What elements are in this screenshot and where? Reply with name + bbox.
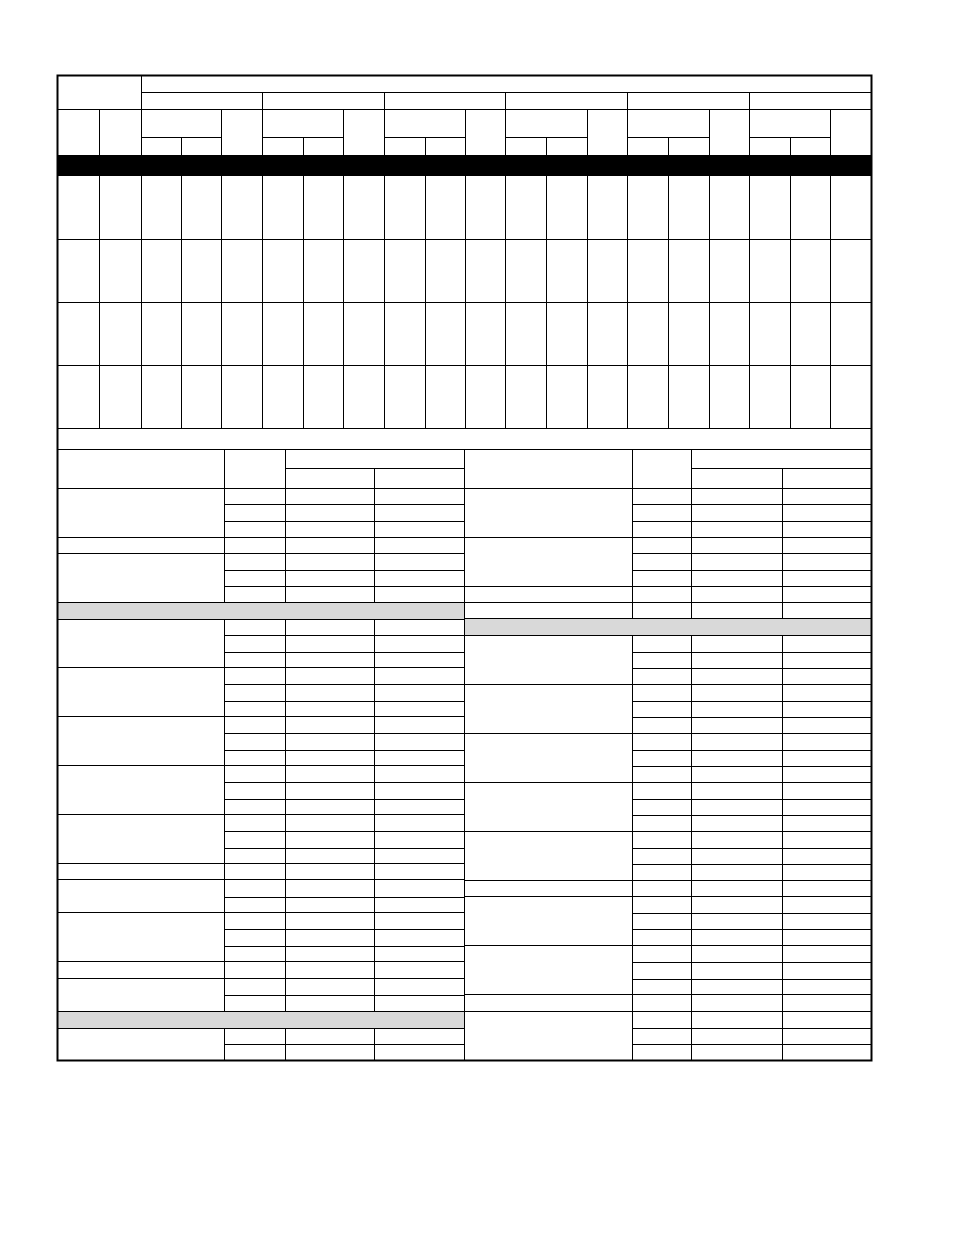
grid-lines (57, 75, 871, 1060)
section-shade (464, 619, 871, 635)
section-banner (58, 156, 871, 176)
section-shade (58, 1012, 464, 1028)
section-shade (58, 603, 464, 619)
